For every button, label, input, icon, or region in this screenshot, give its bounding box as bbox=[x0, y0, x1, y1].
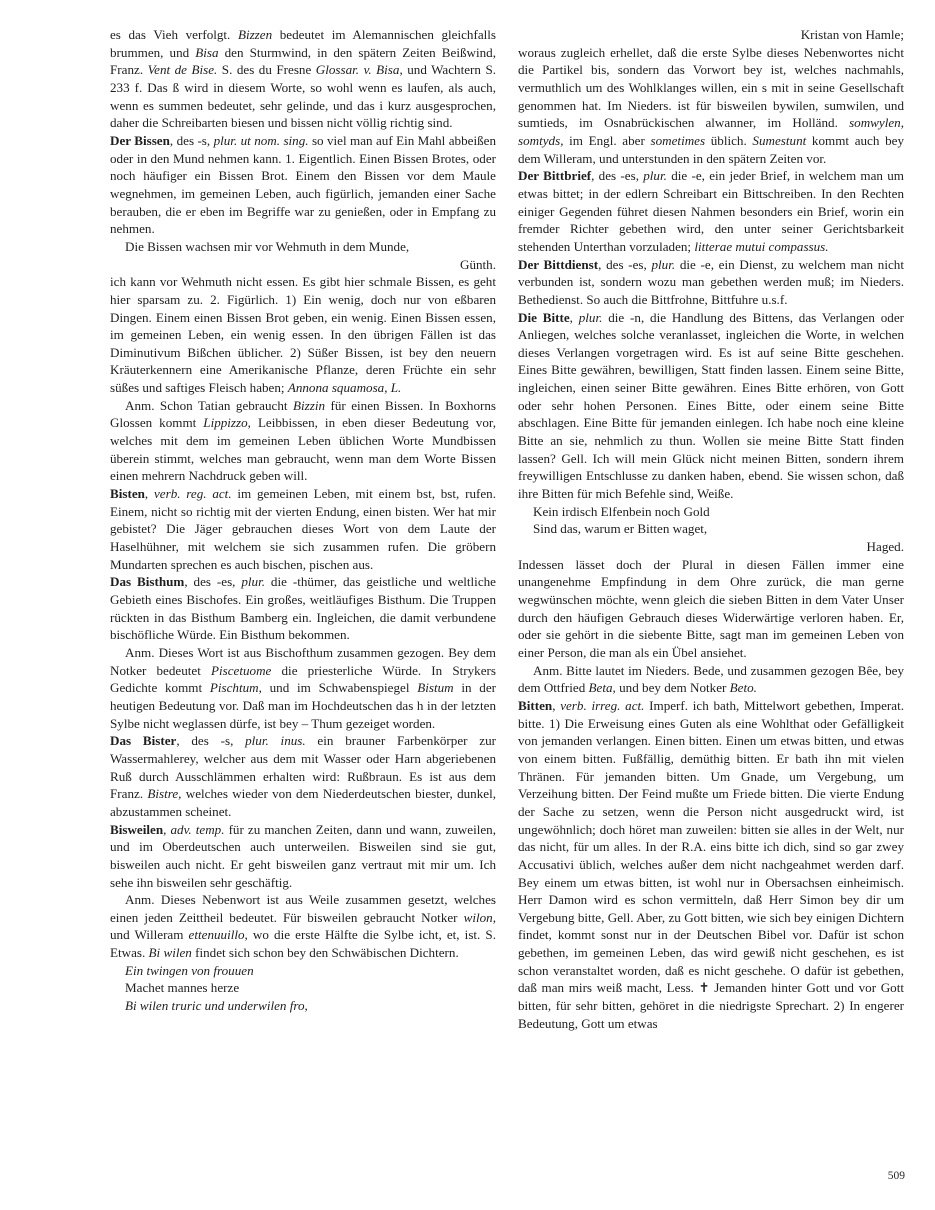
headword-bitten: Bitten bbox=[518, 697, 553, 713]
verse-haged bbox=[518, 503, 904, 538]
entry-bisweilen-cont: woraus zugleich erhellet, daß die erste Sylbe dieses Nebenwortes nicht die Partikel bis, sondern das Vorwort bey ist, welches nachmahls, vermuthlich um des Wohlklanges willen, ein s mit in seine Gesellschaft genommen hat. Im Nieders. ist für bisweilen bywilen, sumwilen, und sumtieds, im Osnabrückischen alwanner, im Holländ. somwylen, somtyds, im Engl. aber sometimes üblich. Sumestunt kommt auch bey dem Willeram, und unterstunden in den spätern Zeiten vor. bbox=[518, 44, 904, 166]
entry-bitten: Bitten, verb. irreg. act. Imperf. ich bath, Mittelwort gebethen, Imperat. bitte. 1) Die Erweisung eines Guten als eine Wohlthat oder Gefälligkeit von jemanden verlangen. Einen bitten. Einen um etwas bitten, und etwas von einem bitten. Fußfällig, demüthig bitten. Er bath ihn mit vielen Thränen. Für jemanden bitten. Um Gnade, um Vergebung, um Verzeihung bitten. Der Feind mußte um Friede bitten. Die vierte Endung der Sache zu setzen, wenn die Person nicht ausgedruckt wird, ist ungewöhnlich; doch höret man zuweilen: bitten sie alles in der Welt, nur das nicht, für um alles. In der R.A. eins bitte ich dich, sind so gar zwey Accusativi üblich, welches außer dem nicht nachgeahmet werden darf. Bey einem um etwas bitten, ist wohl nur in Obersachsen einheimisch. Herr Damon wird es schon vermitteln, daß Herr Simon bey dir um Vergebung bitte, Gell. Aber, zu Gott bitten, wie sich bey einigen Dichtern findet, kommt sonst nur in der Deutschen Bibel vor. Dafür ist schon gebethen, im gemeinen Leben, das wird gewiß nicht geschehen, es ist schon veranstaltet worden, daß es nicht geschehe. O dafür ist gebethen, daß man mirs weiß macht, Less. ✝ Jemanden hinter Gott und vor Gott bitten, für sehr bitten, gehöret in die niedrigste Sprechart. 2) In engerer Bedeutung, Gott um etwas bbox=[518, 697, 904, 1031]
headword-bittdienst: Der Bittdienst bbox=[518, 256, 599, 272]
verse-line: Bi wilen truric und underwilen fro, bbox=[125, 998, 308, 1014]
headword-bisweilen: Bisweilen bbox=[110, 821, 164, 837]
note-bitte: Anm. Bitte lautet im Nieders. Bede, und zusammen gezogen Bêe, bey dem Ottfried Beta, und bey dem Notker Beto. bbox=[518, 662, 904, 696]
headword-bister: Das Bister bbox=[110, 733, 177, 749]
note-bisthum: Anm. Dieses Wort ist aus Bischofthum zusammen gezogen. Bey dem Notker bedeutet Piscetuome die priesterliche Würde. In Strykers Gedichte kommt Pischtum, und im Schwabenspiegel Bistum in der heutigen Bedeutung vor. Daß man im Hochdeutschen das h in der letzten Sylbe nicht weglassen dürfe, ist bey – Thum gezeiget worden. bbox=[110, 644, 496, 731]
verse-kristan bbox=[110, 962, 496, 1015]
verse-line: Ein twingen von frouuen bbox=[125, 962, 254, 978]
headword-bittbrief: Der Bittbrief bbox=[518, 168, 592, 184]
entry-bisen-continuation: es das Vieh verfolgt. Bizzen bedeutet im Alemannischen gleichfalls brummen, und Bisa den Sturmwind, in den spätern Zeiten Beißwind, Franz. Vent de Bise. S. des du Fresne Glossar. v. Bisa, und Wachtern S. 233 f. Das ß wird in diesem Worte, so wohl wenn es laufen, als auch, wenn es summen bedeutet, sehr gelinde, und das i kurz ausgesprochen, daher die Schreibarten biesen und bissen nicht völlig richtig sind. bbox=[110, 27, 497, 131]
verse-line: Sind das, warum er Bitten waget, bbox=[533, 521, 708, 537]
quote-author-haged: Haged. bbox=[866, 539, 904, 555]
note-bissen: Anm. Schon Tatian gebraucht Bizzin für einen Bissen. In Boxhorns Glossen kommt Lippizzo, Leibbissen, in eben dieser Bedeutung vor, welches mit dem im gemeinen Leben üblichen Worte Mundbissen überein stimmt, welches man gebraucht, wenn man dem Worte Bissen einen mehrern Nachdruck geben will. bbox=[110, 397, 497, 484]
note-bisweilen: Anm. Dieses Nebenwort ist aus Weile zusammen gesetzt, welches einen jeden Zeittheil bedeutet. Für bisweilen gebraucht Notker wilon, und Willeram ettenuuillo, wo die erste Hälfte die Sylbe icht, et, ist. S. Etwas. Bi wilen findet sich schon bey den Schwäbischen Dichtern. bbox=[110, 892, 496, 961]
quote-guenth: Die Bissen wachsen mir vor Wehmuth in dem Munde, bbox=[125, 238, 410, 254]
right-column bbox=[518, 26, 904, 1032]
entry-der-bissen: Der Bissen, des -s, plur. ut nom. sing. so viel man auf Ein Mahl abbeißen oder in den Mund nehmen kann. 1. Eigentlich. Einen Bissen Brotes, oder noch häufiger ein Bissen Brot. Einem den Bissen vor dem Maule wegnehmen, im gemeinen Leben, auch figürlich, jemanden einer Sache berauben, die er eben im Begriffe war zu genießen, oder in Empfang zu nehmen. bbox=[110, 132, 496, 237]
entry-das-bister: Das Bister, des -s, plur. inus. ein brauner Farbenkörper zur Wassermahlerey, welcher aus dem mit Wasser oder Harn abgeriebenen Ruß durch Ausschlämmen erhalten wird: Rußbraun. Es ist aus dem Franz. Bistre, welches wieder von dem Niederdeutschen biester, dunkel, abzustammen scheinet. bbox=[110, 733, 496, 819]
verse-line: Machet mannes herze bbox=[125, 980, 240, 996]
left-column bbox=[110, 26, 496, 1015]
headword-bissen: Der Bissen bbox=[110, 132, 170, 148]
entry-die-bitte-cont: Indessen lässet doch der Plural in diesen Fällen immer eine unangenehme Empfindung in dem Ohre zurück, die man gerne wegwünschen möchte, wenn gleich die sieben Bitten in dem Vater Unser durch den häufigen Gebrauch dieses Widerwärtige verloren haben. Er, oder sie gehört in die siebente Bitte, sagt man im gemeinen Leben von einer Person, die man als ein Übel ansiehet. bbox=[518, 556, 904, 660]
entry-bisten: Bisten, verb. reg. act. im gemeinen Leben, mit einem bst, bst, rufen. Einem, nicht so richtig mit der vierten Endung, einen bisten. Wer hat mir gebistet? Die Jäger gebrauchen dieses Wort von dem Laute der Haselhühner, mit welchem sie sich zusammen rufen. Die gröbern Mundarten sprechen es auch bischen, pischen aus. bbox=[110, 486, 496, 572]
entry-der-bittdienst: Der Bittdienst, des -es, plur. die -e, ein Dienst, zu welchem man nicht verbunden ist, sondern wozu man gebethen werden muß; im Nieders. Bethedienst. So auch die Bittfrohne, Bittfuhre u.s.f. bbox=[518, 256, 904, 307]
headword-bisten: Bisten bbox=[110, 486, 145, 502]
verse-line: Kein irdisch Elfenbein noch Gold bbox=[533, 503, 710, 519]
headword-bisthum: Das Bisthum bbox=[110, 574, 185, 590]
entry-die-bitte: Die Bitte, plur. die -n, die Handlung des Bittens, das Verlangen oder Anliegen, welches solche veranlasset, ingleichen die Worte, in welchen dieses Verlangen vorgetragen wird. Es ist auf seine Bitte geschehen. Eines Bitte gewähren, bewilligen, Statt finden lassen. Einem seine Bitte, ingleichen, einen seiner Bitte gewähren. Eines Bitte erhören, von Gott oder sehr hohen Personen. Eines Bitte, oder einem seine Bitte abschlagen. Eine Bitte für jemanden einlegen. Ich habe noch eine kleine Bitte an sie, nehmlich zu thun. Wollen sie meine Bitte Statt finden lassen? Gell. Ich will mein Glück nicht meinen Bitten, sondern ihrem freywilligen Entschlusse zu danken haben, ebend. Sie wissen schon, daß ihre Bitten für mich Befehle sind, Weiße. bbox=[518, 309, 905, 502]
entry-der-bissen-cont: ich kann vor Wehmuth nicht essen. Es gibt hier schmale Bissen, es geht hier sparsam zu. 2. Figürlich. 1) Ein wenig, doch nur von eßbaren Dingen. Einem einen Bissen Brot geben, ein wenig. Einen Bissen essen, im gemeinen Leben, ein wenig essen. In den übrigen Fällen ist das Diminutivum Bißchen üblicher. 2) Süßer Bissen, ist bey den neuern Kräuterkennern eine Amerikanische Pflanze, deren Früchte ein sehr süßes und saftiges Fleisch haben; Annona squamosa, L. bbox=[110, 274, 496, 396]
quote-author-guenth: Günth. bbox=[459, 256, 496, 272]
entry-bisweilen: Bisweilen, adv. temp. für zu manchen Zeiten, dann und wann, zuweilen, und im Oberdeutschen auch unterweilen. Bisweilen sind sie gut, bisweilen auch nicht. Er geht bisweilen ganz vertraut mit mir um. Ich sehe ihn bisweilen sehr geschäftig. bbox=[110, 821, 496, 890]
headword-bitte: Die Bitte bbox=[518, 309, 570, 325]
page-number: 509 bbox=[887, 1170, 905, 1182]
entry-das-bisthum: Das Bisthum, des -es, plur. die -thümer, das geistliche und weltliche Gebieth eines Bischofes. Ein großes, weitläufiges Bisthum. Die Truppen rückten in das Bisthum Bamberg ein. Ingleichen, die damit verbundene bischöfliche Würde. Ein Bisthum bekommen. bbox=[110, 574, 496, 643]
entry-der-bittbrief: Der Bittbrief, des -es, plur. die -e, ein jeder Brief, in welchem man um etwas bittet; in der edlern Schreibart ein Bittschreiben. In den Rechten einiger Gegenden führet diesen Nahmen besonders ein Brief, worin ein fremder Richter gebethen wird, den unter seiner Gerichtsbarkeit stehenden Unterthan vorzuladen; litterae mutui compassus. bbox=[518, 168, 904, 254]
quote-author-kristan: Kristan von Hamle; bbox=[800, 27, 904, 42]
